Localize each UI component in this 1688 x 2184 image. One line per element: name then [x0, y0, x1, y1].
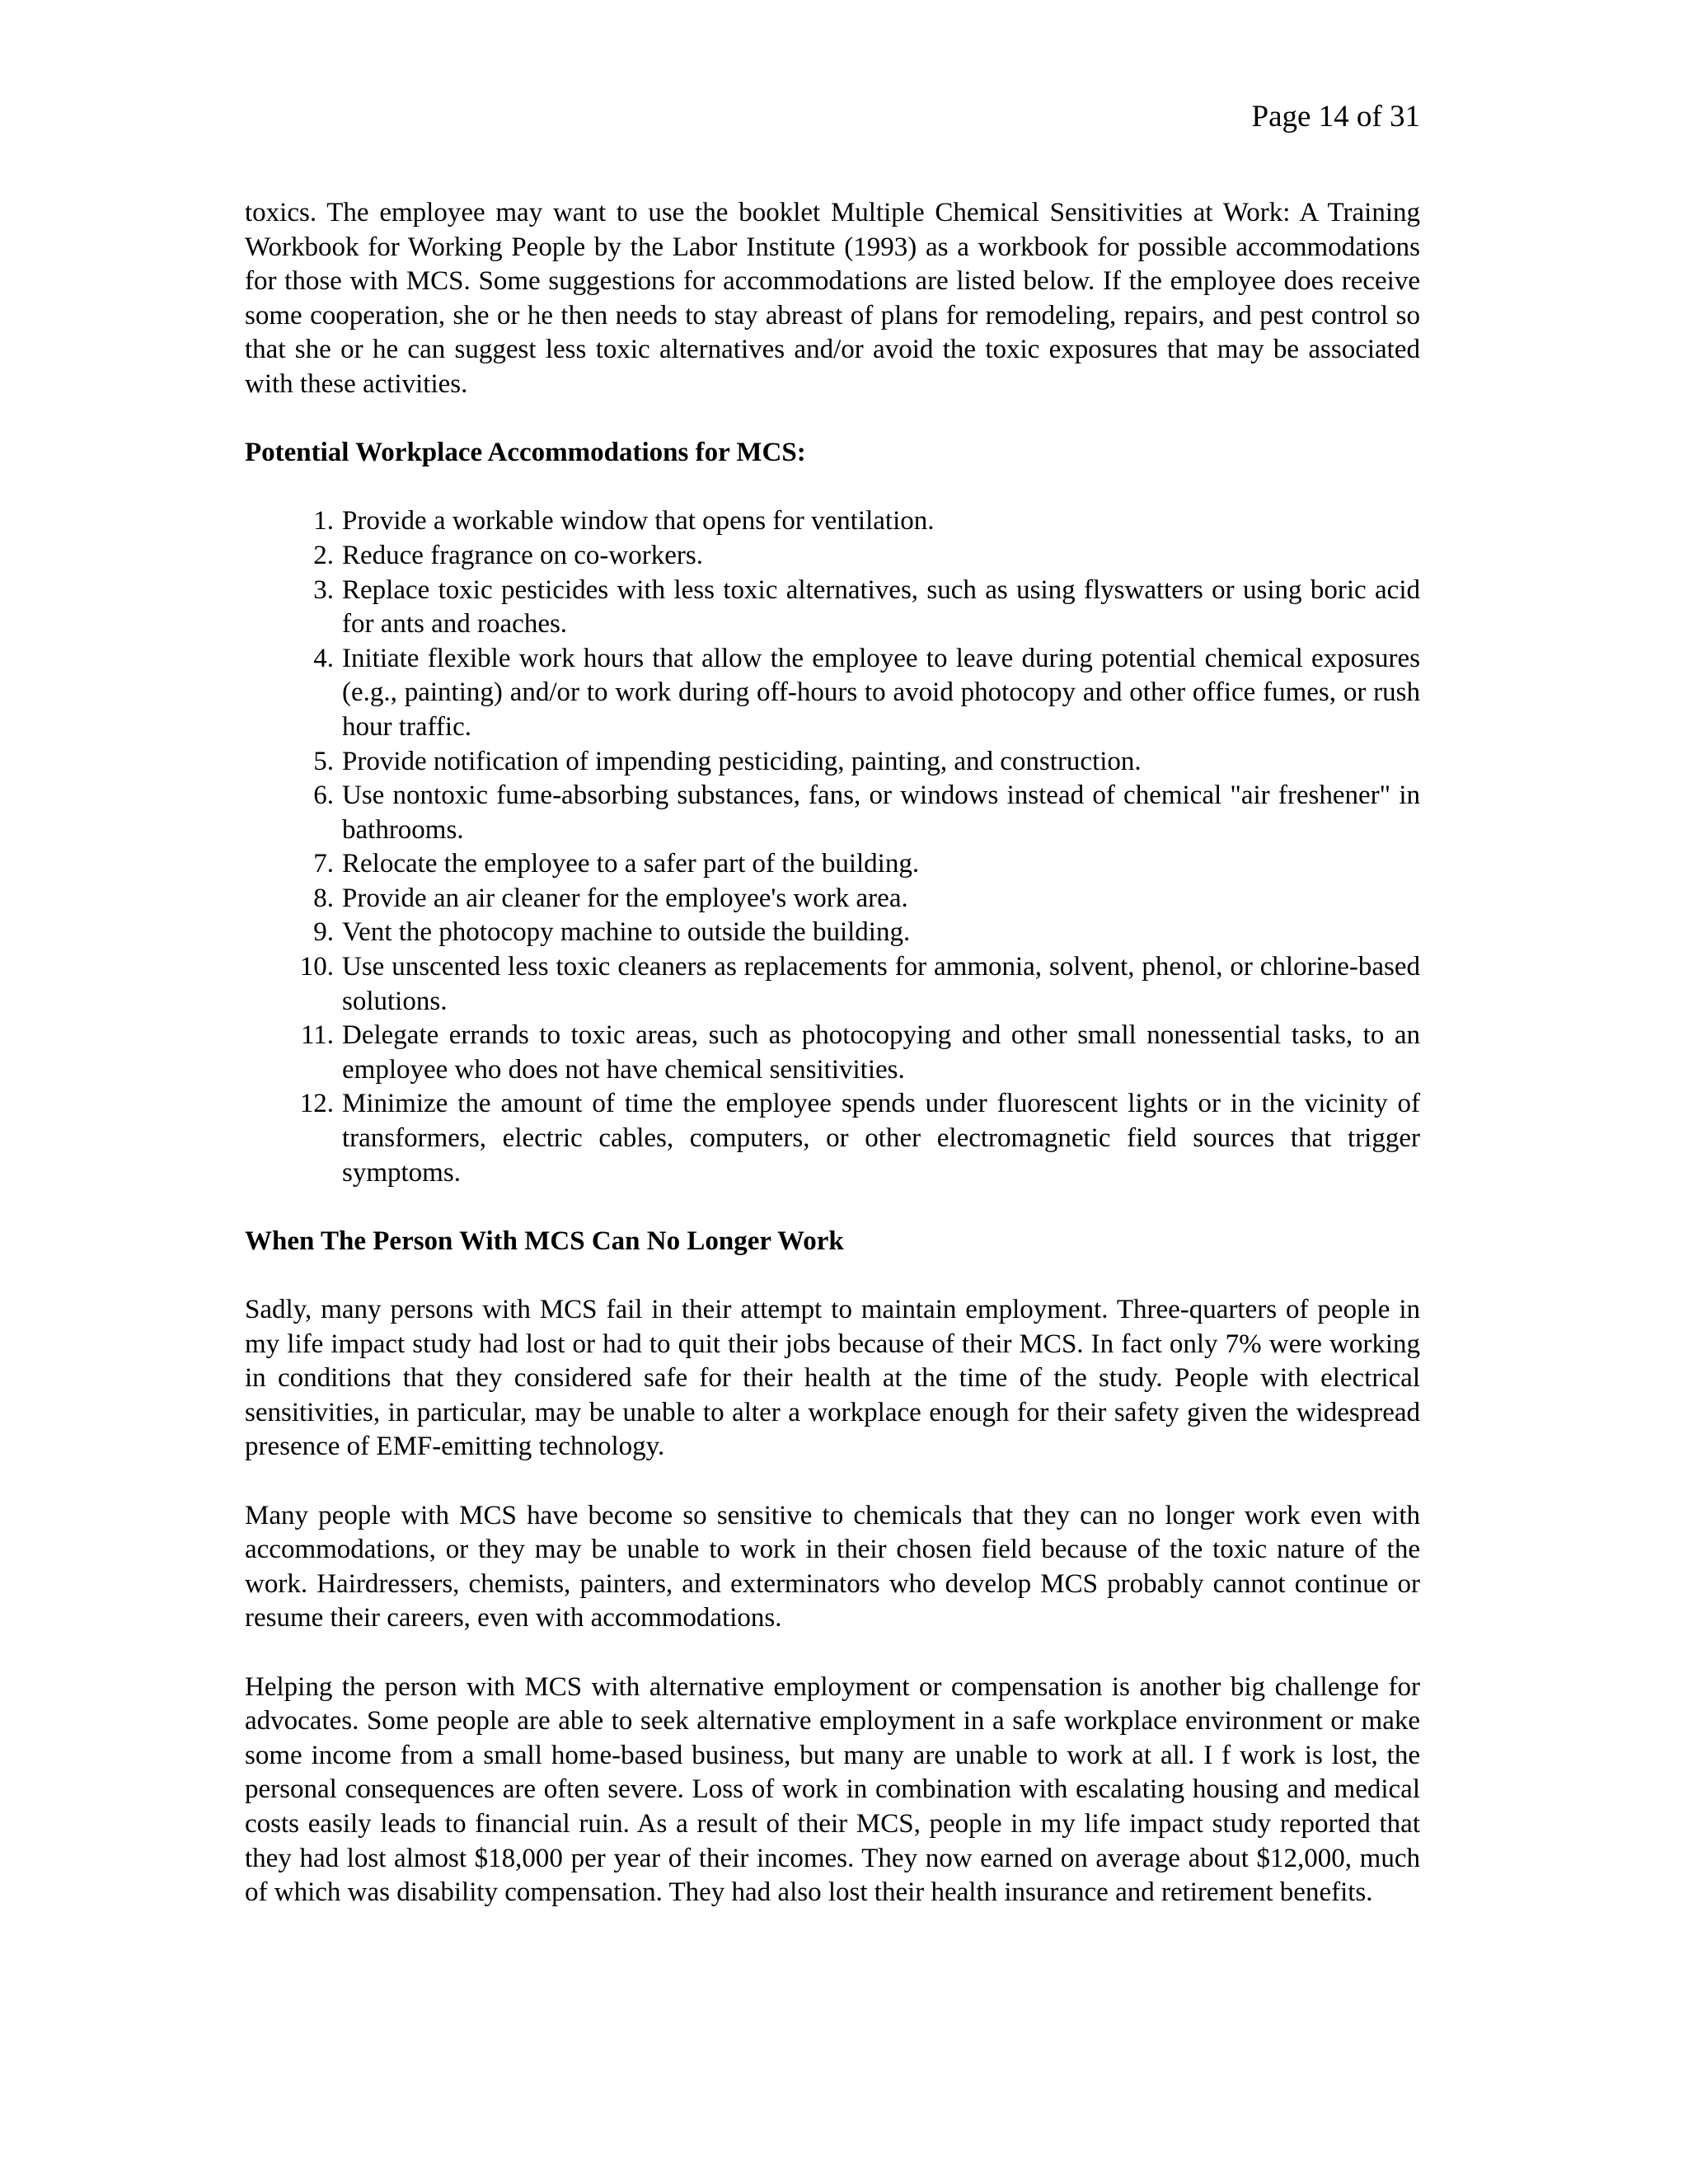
list-item	[245, 916, 1420, 950]
list-item-text: Initiate flexible work hours that allow the employee to leave during potential chemical exposures (e.g., painting) and/or to work during off-hours to avoid photocopy and other office fumes, or rush hour traffic.	[342, 643, 1420, 742]
list-item	[245, 642, 1420, 745]
list-item-text: Use nontoxic fume-absorbing substances, fans, or windows instead of chemical "air freshener" in bathrooms.	[342, 780, 1420, 845]
list-item-text: Provide an air cleaner for the employee's work area.	[342, 883, 908, 913]
list-item-number: 8.	[313, 883, 334, 913]
list-item	[245, 574, 1420, 642]
list-item	[245, 504, 1420, 539]
accommodations-heading: Potential Workplace Accommodations for MCS:	[245, 438, 806, 468]
list-item-text: Provide a workable window that opens for ventilation.	[342, 506, 935, 537]
list-item	[245, 745, 1420, 780]
list-item-number: 2.	[313, 540, 334, 570]
list-item-number: 7.	[313, 849, 334, 879]
list-item-number: 12.	[299, 1089, 334, 1119]
list-item-number: 6.	[313, 780, 334, 811]
list-item-text: Use unscented less toxic cleaners as replacements for ammonia, solvent, phenol, or chlorine-based solutions.	[342, 952, 1420, 1016]
list-item-number: 11.	[300, 1020, 334, 1051]
list-item	[245, 539, 1420, 574]
page-number: Page 14 of 31	[1251, 100, 1420, 134]
no-longer-work-heading: When The Person With MCS Can No Longer Work	[245, 1226, 844, 1256]
list-item	[245, 882, 1420, 916]
list-item-number: 9.	[313, 917, 334, 948]
list-item-number: 1.	[313, 506, 334, 537]
list-item	[245, 847, 1420, 882]
list-item-number: 3.	[313, 574, 334, 605]
list-item-text: Replace toxic pesticides with less toxic alternatives, such as using flyswatters or using boric acid for ants and roaches.	[342, 574, 1420, 640]
list-item-text: Delegate errands to toxic areas, such as photocopying and other small nonessential tasks, to an employee who does not have chemical sensitivities.	[342, 1020, 1420, 1085]
no-longer-work-paragraph: Many people with MCS have become so sensitive to chemicals that they can no longer work even with accommodations, or they may be unable to work in their chosen field because of the toxic nature of the work. Hairdressers, chemists, painters, and exterminators who develop MCS probably cannot continue or resume their careers, even with accommodations.	[245, 1500, 1420, 1633]
no-longer-work-paragraph: Helping the person with MCS with alternative employment or compensation is another big challenge for advocates. Some people are able to seek alternative employment in a safe workplace environment or make some income from a small home-based business, but many are unable to work at all. I f work is lost, the personal consequences are often severe. Loss of work in combination with escalating housing and medical costs easily leads to financial ruin. As a result of their MCS, people in my life impact study reported that they had lost almost $18,000 per year of their incomes. They now earned on average about $12,000, much of which was disability compensation. They had also lost their health insurance and retirement benefits.	[245, 1671, 1420, 1908]
page-content	[245, 196, 1420, 1944]
list-item-text: Provide notification of impending pesticiding, painting, and construction.	[342, 746, 1142, 776]
list-item-text: Relocate the employee to a safer part of the building.	[342, 849, 920, 879]
list-item	[245, 1087, 1420, 1190]
no-longer-work-paragraph: Sadly, many persons with MCS fail in their attempt to maintain employment. Three-quarters of people in my life impact study had lost or had to quit their jobs because of their MCS. In fact only 7% were working in conditions that they considered safe for their health at the time of the study. People with electrical sensitivities, in particular, may be unable to alter a workplace enough for their safety given the widespread presence of EMF-emitting technology.	[245, 1295, 1420, 1462]
list-item-number: 4.	[313, 643, 334, 673]
list-item	[245, 950, 1420, 1019]
accommodations-list	[245, 504, 1420, 1190]
list-item-text: Vent the photocopy machine to outside the building.	[342, 917, 911, 948]
list-item-text: Minimize the amount of time the employee spends under fluorescent lights or in the vicinity of transformers, electric cables, computers, or other electromagnetic field sources that trigger symptoms.	[342, 1089, 1420, 1188]
list-item	[245, 779, 1420, 847]
list-item	[245, 1019, 1420, 1087]
list-item-number: 5.	[313, 746, 334, 776]
intro-paragraph: toxics. The employee may want to use the booklet Multiple Chemical Sensitivities at Work: A Training Workbook for Working People by the Labor Institute (1993) as a workbook for possible accommodations for those with MCS. Some suggestions for accommodations are listed below. If the employee does receive some cooperation, she or he then needs to stay abreast of plans for remodeling, repairs, and pest control so that she or he can suggest less toxic alternatives and/or avoid the toxic exposures that may be associated with these activities.	[245, 198, 1420, 399]
list-item-number: 10.	[299, 952, 334, 982]
list-item-text: Reduce fragrance on co-workers.	[342, 540, 703, 570]
